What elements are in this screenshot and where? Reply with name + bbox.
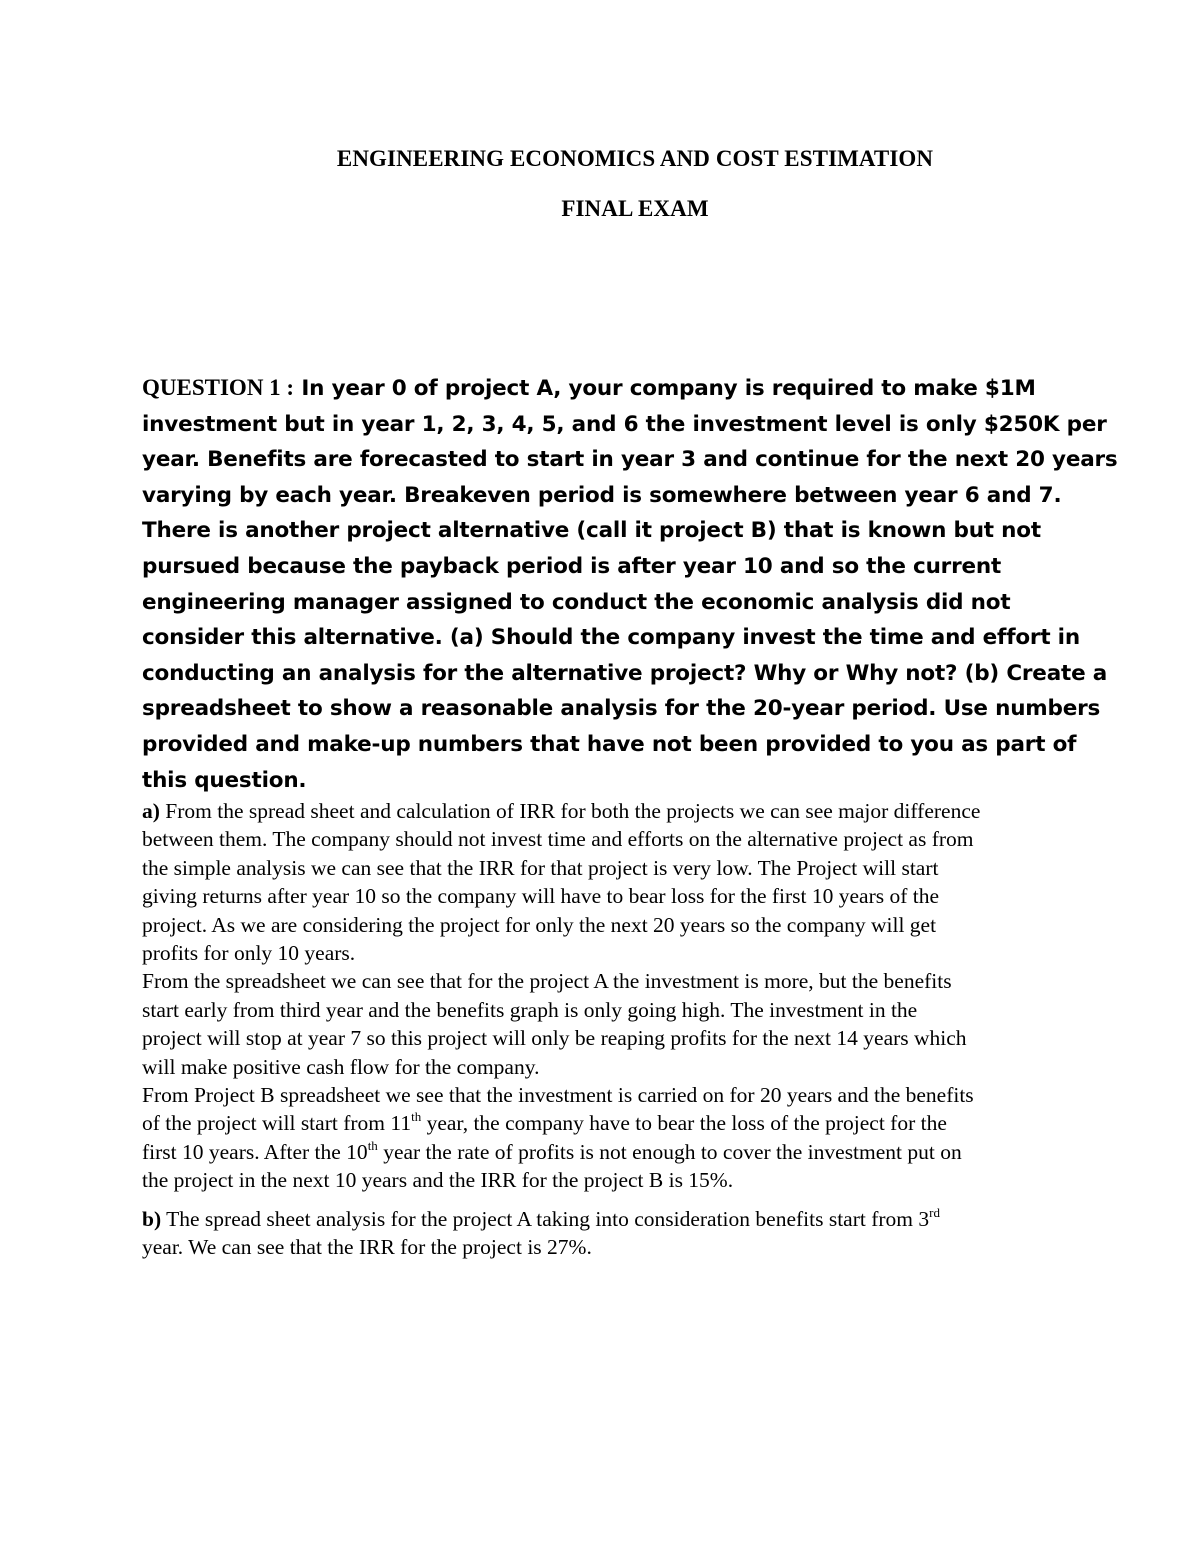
ordinal-superscript: th: [367, 1137, 378, 1153]
answer-line: of the project will start from 11th year, the company have to bear the loss of the project for the: [142, 1109, 947, 1136]
exam-title: FINAL EXAM: [561, 196, 709, 221]
answer-line: project. As we are considering the project for only the next 20 years so the company will get: [142, 912, 937, 937]
question-line: engineering manager assigned to conduct the economic analysis did not: [142, 589, 1011, 615]
answer-line: start early from third year and the benefits graph is only going high. The investment in the: [142, 997, 918, 1022]
course-title: ENGINEERING ECONOMICS AND COST ESTIMATION: [336, 146, 934, 171]
answer-line: a) From the spread sheet and calculation of IRR for both the projects we can see major difference: [142, 799, 981, 823]
ordinal-superscript: rd: [929, 1204, 940, 1220]
answer-a-label: a): [142, 799, 160, 823]
answer-line: From the spreadsheet we can see that for the project A the investment is more, but the benefits: [142, 969, 952, 994]
paragraph-gap: [142, 1195, 1072, 1205]
answer-line: giving returns after year 10 so the company will have to bear loss for the first 10 years of the: [142, 884, 940, 909]
question-line: spreadsheet to show a reasonable analysis for the 20-year period. Use numbers: [142, 696, 1101, 722]
answer-line: the simple analysis we can see that the IRR for that project is very low. The Project will start: [142, 855, 939, 880]
answer-line: From Project B spreadsheet we see that the investment is carried on for 20 years and the benefits: [142, 1083, 974, 1108]
question-line: QUESTION 1 : In year 0 of project A, your company is required to make $1M: [142, 375, 1036, 401]
question-1: [142, 370, 1118, 798]
answer-section: [142, 797, 1072, 1262]
answer-b-label: b): [142, 1206, 162, 1231]
answer-line: between them. The company should not invest time and efforts on the alternative project as from: [142, 827, 974, 852]
question-line: year. Benefits are forecasted to start in year 3 and continue for the next 20 years: [142, 447, 1118, 473]
question-line: There is another project alternative (call it project B) that is known but not: [142, 518, 1041, 544]
question-line: investment but in year 1, 2, 3, 4, 5, and 6 the investment level is only $250K per: [142, 411, 1107, 437]
question-line: varying by each year. Breakeven period is somewhere between year 6 and 7.: [142, 482, 1062, 508]
answer-line: project will stop at year 7 so this project will only be reaping profits for the next 14 years which: [142, 1026, 967, 1051]
answer-line: first 10 years. After the 10th year the rate of profits is not enough to cover the investment put on: [142, 1137, 962, 1164]
question-line: conducting an analysis for the alternative project? Why or Why not? (b) Create a: [142, 660, 1108, 686]
ordinal-superscript: th: [411, 1109, 422, 1125]
answer-line: b) The spread sheet analysis for the project A taking into consideration benefits start from 3rd: [142, 1204, 940, 1231]
question-line: provided and make-up numbers that have not been provided to you as part of: [142, 731, 1077, 757]
question-line: this question.: [142, 767, 307, 793]
question-label: QUESTION 1 :: [142, 375, 295, 400]
answer-line: profits for only 10 years.: [142, 941, 356, 966]
answer-line: will make positive cash flow for the company.: [142, 1054, 540, 1079]
question-line: pursued because the payback period is after year 10 and so the current: [142, 553, 1002, 579]
answer-line: year. We can see that the IRR for the project is 27%.: [142, 1235, 592, 1260]
answer-line: the project in the next 10 years and the IRR for the project B is 15%.: [142, 1168, 734, 1193]
question-line: consider this alternative. (a) Should the company invest the time and effort in: [142, 625, 1080, 651]
